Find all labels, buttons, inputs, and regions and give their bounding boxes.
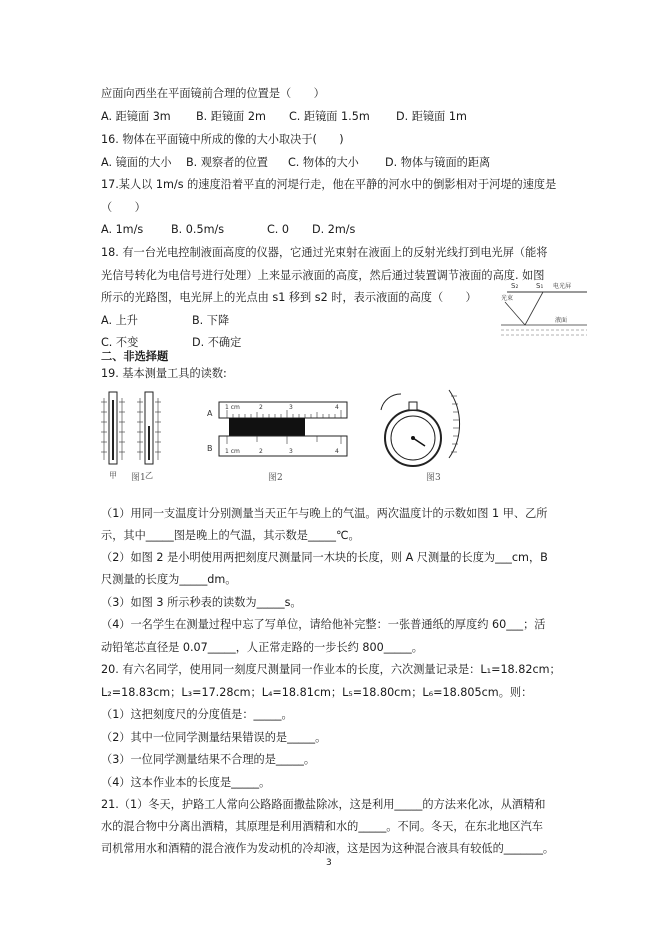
q15-stem-tail: 应面向西坐在平面镜前合理的位置是（ ）: [101, 87, 325, 100]
q20-stem-2: L₂=18.83cm；L₃=17.28cm；L₄=18.81cm；L₅=18.80cm；L₆=18.805cm。则：: [101, 686, 533, 699]
ruler-b-tick-4: 4: [335, 448, 339, 455]
q18-stem-2: 光信号转化为电信号进行处理）上来显示液面的高度，然后通过装置调节液面的高度. 如图: [101, 269, 545, 282]
screen-label: 电光屏: [553, 283, 572, 290]
q15-option-c: C. 距镜面 1.5m: [289, 110, 370, 123]
q19-part3: （3）如图 3 所示秒表的读数为_____s。: [101, 596, 302, 609]
ruler-b-tick-3: 3: [289, 448, 293, 455]
thermometer-jia: [101, 392, 125, 464]
fig1-caption: 图1: [131, 473, 146, 483]
q19-part4-line1: （4）一名学生在测量过程中忘了写单位，请给他补完整：一张普通纸的厚度约 60___；活: [101, 618, 546, 631]
q17-paren: （ ）: [101, 201, 146, 214]
q17-option-b: B. 0.5m/s: [171, 223, 225, 236]
q20-part1: （1）这把刻度尺的分度值是：_____。: [101, 708, 293, 721]
q16-option-a: A. 镜面的大小: [101, 156, 172, 169]
q16-options: [101, 155, 490, 171]
ruler-a-tick-1: 1 cm: [225, 404, 240, 411]
q20-part3: （3）一位同学测量结果不合理的是_____。: [101, 753, 316, 766]
q17-options: [101, 222, 355, 238]
q15-option-b: B. 距镜面 2m: [196, 110, 266, 123]
q21-line2: 水的混合物中分离出酒精，其原理是利用酒精和水的_____。不同。冬天，在东北地区汽车: [101, 820, 543, 833]
fig2-rulers: [205, 396, 351, 462]
ruler-a-tick-3: 3: [289, 404, 293, 411]
q21-line1: 21.（1）冬天，护路工人常向公路路面撒盐除冰，这是利用_____的方法来化冰，从酒精和: [101, 798, 546, 811]
q19-part2-line2: 尺测量的长度为_____dm。: [101, 573, 237, 586]
q16-option-d: D. 物体与镜面的距离: [385, 156, 491, 169]
q15-option-a: A. 距镜面 3m: [101, 110, 171, 123]
q18-light-path-figure: [497, 280, 589, 342]
beam-label: 光束: [501, 295, 514, 302]
q18-stem-1: 18. 有一台光电控制液面高度的仪器，它通过光束射在液面上的反射光线打到电光屏（能将: [101, 246, 548, 259]
q18-option-b: B. 下降: [192, 314, 230, 327]
incident-beam: [505, 302, 525, 325]
therm-label-jia: 甲: [109, 471, 117, 480]
second-scale-arc: [449, 390, 460, 458]
q18-options-ab: [101, 313, 229, 329]
q20-stem-1: 20. 有六名同学，使用同一刻度尺测量同一作业本的长度，六次测量记录是：L₁=18.82cm；: [101, 663, 561, 676]
q21-line3: 司机常用水和酒精的混合液作为发动机的冷却液，这是因为这种混合液具有较低的_______。: [101, 842, 555, 855]
s1-label: S₁: [536, 282, 544, 290]
page-number: 3: [326, 858, 332, 868]
q18-stem-3: 所示的光路图，电光屏上的光点由 s1 移到 s2 时，表示液面的高度（ ）: [101, 291, 477, 304]
q16-stem: 16. 物体在平面镜中所成的像的大小取决于( ): [101, 133, 344, 146]
minute-dial-arc: [381, 394, 401, 410]
stopwatch-crown: [409, 402, 417, 410]
q17-option-a: A. 1m/s: [101, 223, 144, 236]
ruler-b-tick-2: 2: [259, 448, 263, 455]
reflected-beam: [525, 292, 543, 325]
fig1-thermometers: [99, 390, 171, 482]
q18-option-a: A. 上升: [101, 314, 138, 327]
q16-option-c: C. 物体的大小: [288, 156, 359, 169]
s2-label: S₂: [511, 282, 519, 290]
ruler-a-tick-2: 2: [259, 404, 263, 411]
q19-part1-line1: （1）用同一支温度计分别测量当天正午与晚上的气温。两次温度计的示数如图 1 甲、乙所: [101, 507, 548, 520]
thermometer-yi: [137, 392, 161, 464]
q20-part4: （4）这本作业本的长度是_____。: [101, 776, 271, 789]
fig2-caption: 图2: [268, 473, 283, 483]
liquid-label: 液面: [555, 317, 568, 324]
ruler-a-label: A: [207, 409, 213, 418]
wooden-block: [229, 418, 305, 436]
q18-option-c: C. 不变: [101, 336, 139, 349]
q15-option-d: D. 距镜面 1m: [396, 110, 467, 123]
q15-options: [101, 109, 467, 125]
q17-option-d: D. 2m/s: [312, 223, 356, 236]
section-2-heading: 二、非选择题: [101, 350, 169, 363]
fig3-stopwatch: [373, 388, 475, 472]
fig3-caption: 图3: [426, 473, 441, 483]
ruler-b-label: B: [207, 444, 213, 453]
q19-part4-line2: 动铅笔芯直径是 0.07_____，人正常走路的一步长约 800_____。: [101, 641, 423, 654]
q16-option-b: B. 观察者的位置: [186, 156, 268, 169]
q17-stem: 17.某人以 1m/s 的速度沿着平直的河堤行走，他在平静的河水中的倒影相对于河堤的速度是: [101, 178, 557, 191]
q19-stem: 19. 基本测量工具的读数:: [101, 367, 227, 380]
q19-part2-line1: （2）如图 2 是小明使用两把刻度尺测量同一木块的长度，则 A 尺测量的长度为___cm，B: [101, 551, 548, 564]
ruler-a-tick-4: 4: [335, 404, 339, 411]
therm-label-yi: 乙: [145, 471, 153, 480]
q17-option-c: C. 0: [267, 223, 290, 236]
q20-part2: （2）其中一位同学测量结果错误的是_____。: [101, 731, 327, 744]
ruler-b-tick-1: 1 cm: [225, 448, 240, 455]
q19-part1-line2: 示，其中_____图是晚上的气温，其示数是_____℃。: [101, 529, 360, 542]
q18-option-d: D. 不确定: [192, 336, 242, 349]
